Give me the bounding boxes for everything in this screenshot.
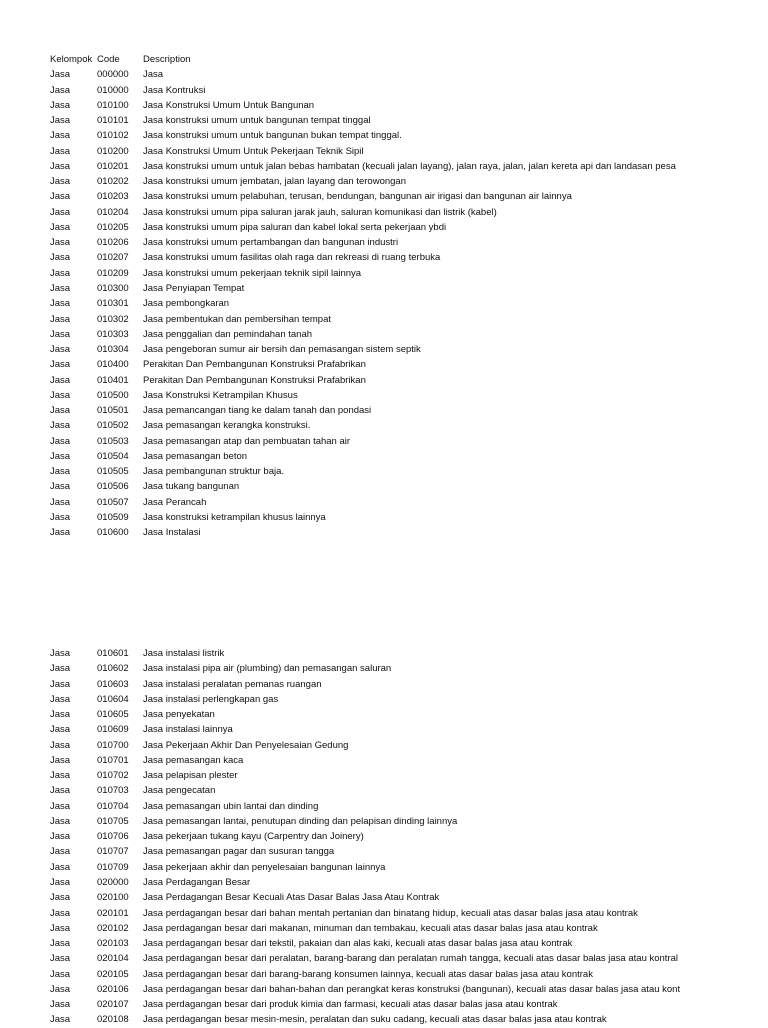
- header-kelompok: Kelompok: [50, 54, 93, 65]
- cell-code: 010604: [97, 693, 129, 705]
- cell-kelompok: Jasa: [50, 84, 71, 96]
- cell-description: Jasa pengecatan: [143, 785, 216, 797]
- cell-code: 010300: [97, 282, 129, 294]
- table-row: [50, 113, 760, 128]
- cell-description: Jasa konstruksi umum fasilitas olah raga dan rekreasi di ruang terbuka: [143, 252, 441, 264]
- cell-code: 010204: [97, 206, 129, 218]
- cell-description: Jasa pemasangan lantai, penutupan dinding dan pelapisan dinding lainnya: [143, 815, 458, 827]
- cell-description: Jasa perdagangan besar dari produk kimia dan farmasi, kecuali atas dasar balas jasa atau kontrak: [143, 999, 558, 1011]
- cell-kelompok: Jasa: [50, 678, 71, 690]
- cell-description: Jasa Perancah: [143, 496, 207, 508]
- table-row: [50, 768, 760, 783]
- cell-kelompok: Jasa: [50, 785, 71, 797]
- table-row: [50, 890, 760, 905]
- cell-description: Jasa Perdagangan Besar Kecuali Atas Dasar Balas Jasa Atau Kontrak: [143, 892, 440, 904]
- cell-kelompok: Jasa: [50, 648, 71, 659]
- cell-kelompok: Jasa: [50, 861, 71, 873]
- cell-description: Jasa perdagangan besar dari peralatan, barang-barang dan peralatan rumah tangga, kecuali atas dasar balas jasa atau kontral: [143, 953, 679, 965]
- cell-description: Jasa konstruksi umum pertambangan dan bangunan industri: [143, 237, 399, 249]
- table-row: [50, 997, 760, 1012]
- cell-kelompok: Jasa: [50, 267, 71, 279]
- cell-kelompok: Jasa: [50, 739, 71, 751]
- cell-code: 010705: [97, 815, 129, 827]
- cell-description: Jasa Konstruksi Umum Untuk Bangunan: [143, 99, 315, 111]
- code-table-bottom: [50, 646, 760, 1028]
- table-row: [50, 174, 760, 189]
- cell-description: Jasa instalasi peralatan pemanas ruangan: [143, 678, 322, 690]
- cell-description: Jasa perdagangan besar dari tekstil, pakaian dan alas kaki, kecuali atas dasar balas jasa atau kontrak: [143, 938, 573, 950]
- cell-kelompok: Jasa: [50, 770, 71, 782]
- cell-kelompok: Jasa: [50, 389, 71, 401]
- cell-kelompok: Jasa: [50, 709, 71, 721]
- cell-description: Jasa penyekatan: [143, 709, 215, 721]
- cell-description: Jasa konstruksi umum pipa saluran dan kabel lokal serta pekerjaan ybdi: [143, 221, 447, 233]
- cell-kelompok: Jasa: [50, 1014, 71, 1026]
- cell-description: Jasa pemancangan tiang ke dalam tanah dan pondasi: [143, 405, 372, 417]
- cell-description: Jasa Pekerjaan Akhir Dan Penyelesaian Gedung: [143, 739, 349, 751]
- cell-description: Jasa pekerjaan akhir dan penyelesaian bangunan lainnya: [143, 861, 386, 873]
- cell-code: 010200: [97, 145, 129, 157]
- cell-description: Perakitan Dan Pembangunan Konstruksi Prafabrikan: [143, 374, 366, 386]
- cell-code: 010602: [97, 663, 129, 675]
- table-row: [50, 281, 760, 296]
- cell-kelompok: Jasa: [50, 466, 71, 478]
- cell-description: Jasa tukang bangunan: [143, 481, 240, 493]
- cell-code: 010702: [97, 770, 129, 782]
- cell-code: 010102: [97, 130, 129, 142]
- cell-kelompok: Jasa: [50, 527, 71, 539]
- cell-code: 010205: [97, 221, 129, 233]
- table-row: [50, 677, 760, 692]
- cell-kelompok: Jasa: [50, 160, 71, 172]
- cell-code: 010700: [97, 739, 129, 751]
- cell-code: 010301: [97, 298, 129, 310]
- cell-kelompok: Jasa: [50, 999, 71, 1011]
- cell-kelompok: Jasa: [50, 693, 71, 705]
- table-row: [50, 418, 760, 433]
- table-row: [50, 205, 760, 220]
- table-row: [50, 982, 760, 997]
- cell-code: 010201: [97, 160, 129, 172]
- cell-kelompok: Jasa: [50, 221, 71, 233]
- cell-kelompok: Jasa: [50, 953, 71, 965]
- cell-kelompok: Jasa: [50, 237, 71, 249]
- cell-code: 010605: [97, 709, 129, 721]
- cell-description: Jasa konstruksi umum untuk bangunan bukan tempat tinggal.: [143, 130, 402, 142]
- cell-description: Jasa pelapisan plester: [143, 770, 238, 782]
- cell-code: 010500: [97, 389, 129, 401]
- cell-code: 010303: [97, 328, 129, 340]
- table-row: [50, 479, 760, 494]
- cell-kelompok: Jasa: [50, 405, 71, 417]
- cell-description: Jasa perdagangan besar mesin-mesin, peralatan dan suku cadang, kecuali atas dasar balas jasa atau kontrak: [143, 1014, 607, 1026]
- table-row: [50, 661, 760, 676]
- table-row: [50, 692, 760, 707]
- cell-code: 020106: [97, 983, 129, 995]
- cell-description: Jasa Penyiapan Tempat: [143, 282, 245, 294]
- table-row: [50, 814, 760, 829]
- table-row: [50, 98, 760, 113]
- cell-description: Jasa Instalasi: [143, 527, 201, 539]
- cell-code: 010401: [97, 374, 129, 386]
- cell-description: Jasa pemasangan ubin lantai dan dinding: [143, 800, 319, 812]
- cell-code: 010701: [97, 754, 129, 766]
- cell-description: Jasa pekerjaan tukang kayu (Carpentry dan Joinery): [143, 831, 364, 843]
- cell-code: 010503: [97, 435, 129, 447]
- cell-code: 020102: [97, 922, 129, 934]
- cell-kelompok: Jasa: [50, 359, 71, 371]
- table-row: [50, 357, 760, 372]
- cell-description: Jasa Konstruksi Umum Untuk Pekerjaan Teknik Sipil: [143, 145, 364, 157]
- cell-description: Jasa pembongkaran: [143, 298, 230, 310]
- cell-description: Perakitan Dan Pembangunan Konstruksi Prafabrikan: [143, 359, 366, 371]
- cell-code: 010100: [97, 99, 129, 111]
- table-row: [50, 296, 760, 311]
- table-row: [50, 449, 760, 464]
- cell-kelompok: Jasa: [50, 496, 71, 508]
- table-row: [50, 829, 760, 844]
- cell-kelompok: Jasa: [50, 450, 71, 462]
- cell-code: 010400: [97, 359, 129, 371]
- cell-kelompok: Jasa: [50, 815, 71, 827]
- cell-kelompok: Jasa: [50, 69, 71, 81]
- cell-description: Jasa instalasi perlengkapan gas: [143, 693, 279, 705]
- cell-code: 010101: [97, 115, 129, 127]
- cell-code: 020108: [97, 1014, 129, 1026]
- table-row: [50, 906, 760, 921]
- cell-code: 010506: [97, 481, 129, 493]
- cell-code: 010709: [97, 861, 129, 873]
- cell-kelompok: Jasa: [50, 420, 71, 432]
- cell-code: 010707: [97, 846, 129, 858]
- header-row: [50, 52, 760, 67]
- table-row: [50, 951, 760, 966]
- cell-code: 010501: [97, 405, 129, 417]
- cell-kelompok: Jasa: [50, 846, 71, 858]
- cell-code: 010601: [97, 648, 129, 659]
- cell-code: 020104: [97, 953, 129, 965]
- cell-kelompok: Jasa: [50, 724, 71, 736]
- cell-description: Jasa konstruksi umum jembatan, jalan layang dan terowongan: [143, 176, 406, 188]
- cell-code: 010302: [97, 313, 129, 325]
- table-row: [50, 783, 760, 798]
- cell-description: Jasa pemasangan pagar dan susuran tangga: [143, 846, 335, 858]
- cell-kelompok: Jasa: [50, 99, 71, 111]
- cell-description: Jasa penggalian dan pemindahan tanah: [143, 328, 313, 340]
- table-row: [50, 235, 760, 250]
- table-row: [50, 189, 760, 204]
- cell-kelompok: Jasa: [50, 313, 71, 325]
- cell-description: Jasa instalasi lainnya: [143, 724, 233, 736]
- table-row: [50, 388, 760, 403]
- cell-code: 010206: [97, 237, 129, 249]
- table-row: [50, 844, 760, 859]
- cell-code: 010000: [97, 84, 129, 96]
- cell-code: 010703: [97, 785, 129, 797]
- cell-description: Jasa konstruksi ketrampilan khusus lainnya: [143, 511, 326, 523]
- cell-code: 010706: [97, 831, 129, 843]
- table-row: [50, 159, 760, 174]
- cell-code: 010609: [97, 724, 129, 736]
- cell-code: 010509: [97, 511, 129, 523]
- cell-description: Jasa konstruksi umum untuk jalan bebas hambatan (kecuali jalan layang), jalan raya, jalan, jalan kereta api dan landasan pesa: [143, 160, 676, 172]
- cell-description: Jasa pemasangan beton: [143, 450, 248, 462]
- cell-description: Jasa Perdagangan Besar: [143, 876, 251, 888]
- table-row: [50, 373, 760, 388]
- cell-description: Jasa pemasangan atap dan pembuatan tahan air: [143, 435, 351, 447]
- cell-description: Jasa konstruksi umum pelabuhan, terusan, bendungan, bangunan air irigasi dan bangunan air lainnya: [143, 191, 572, 203]
- cell-code: 010704: [97, 800, 129, 812]
- table-row: [50, 753, 760, 768]
- cell-description: Jasa instalasi listrik: [143, 648, 225, 659]
- cell-code: 010504: [97, 450, 129, 462]
- table-row: [50, 83, 760, 98]
- table-row: [50, 707, 760, 722]
- cell-kelompok: Jasa: [50, 344, 71, 356]
- cell-description: Jasa pembangunan struktur baja.: [143, 466, 285, 478]
- table-row: [50, 434, 760, 449]
- cell-code: 010505: [97, 466, 129, 478]
- table-row: [50, 510, 760, 525]
- cell-code: 020105: [97, 968, 129, 980]
- cell-kelompok: Jasa: [50, 206, 71, 218]
- table-row: [50, 220, 760, 235]
- cell-description: Jasa pembentukan dan pembersihan tempat: [143, 313, 332, 325]
- cell-code: 010202: [97, 176, 129, 188]
- cell-code: 010304: [97, 344, 129, 356]
- table-row: [50, 403, 760, 418]
- table-row: [50, 144, 760, 159]
- cell-description: Jasa perdagangan besar dari makanan, minuman dan tembakau, kecuali atas dasar balas jasa atau kontrak: [143, 922, 598, 934]
- cell-code: 010203: [97, 191, 129, 203]
- cell-code: 000000: [97, 69, 129, 81]
- cell-kelompok: Jasa: [50, 298, 71, 310]
- header-code: Code: [97, 54, 120, 65]
- cell-description: Jasa perdagangan besar dari barang-barang konsumen lainnya, kecuali atas dasar balas jasa atau kontrak: [143, 968, 593, 980]
- cell-description: Jasa Konstruksi Ketrampilan Khusus: [143, 389, 298, 401]
- table-row: [50, 921, 760, 936]
- cell-kelompok: Jasa: [50, 800, 71, 812]
- code-table-top: [50, 52, 760, 541]
- cell-kelompok: Jasa: [50, 374, 71, 386]
- cell-description: Jasa perdagangan besar dari bahan mentah pertanian dan binatang hidup, kecuali atas dasar balas jasa atau kontrak: [143, 907, 638, 919]
- cell-kelompok: Jasa: [50, 328, 71, 340]
- cell-kelompok: Jasa: [50, 481, 71, 493]
- table-row: [50, 646, 760, 661]
- header-description: Description: [143, 54, 191, 65]
- table-row: [50, 495, 760, 510]
- cell-code: 010600: [97, 527, 129, 539]
- table-row: [50, 525, 760, 540]
- cell-kelompok: Jasa: [50, 938, 71, 950]
- cell-kelompok: Jasa: [50, 115, 71, 127]
- cell-description: Jasa pemasangan kaca: [143, 754, 244, 766]
- table-row: [50, 464, 760, 479]
- cell-description: Jasa instalasi pipa air (plumbing) dan pemasangan saluran: [143, 663, 392, 675]
- cell-kelompok: Jasa: [50, 968, 71, 980]
- cell-kelompok: Jasa: [50, 907, 71, 919]
- cell-description: Jasa Kontruksi: [143, 84, 206, 96]
- table-row: [50, 1012, 760, 1027]
- table-row: [50, 799, 760, 814]
- cell-kelompok: Jasa: [50, 252, 71, 264]
- cell-kelompok: Jasa: [50, 754, 71, 766]
- table-row: [50, 128, 760, 143]
- cell-code: 010603: [97, 678, 129, 690]
- cell-kelompok: Jasa: [50, 876, 71, 888]
- table-row: [50, 967, 760, 982]
- cell-code: 010502: [97, 420, 129, 432]
- table-row: [50, 875, 760, 890]
- cell-code: 010209: [97, 267, 129, 279]
- cell-kelompok: Jasa: [50, 663, 71, 675]
- cell-kelompok: Jasa: [50, 892, 71, 904]
- table-row: [50, 327, 760, 342]
- cell-kelompok: Jasa: [50, 191, 71, 203]
- cell-code: 010207: [97, 252, 129, 264]
- cell-code: 020103: [97, 938, 129, 950]
- table-row: [50, 67, 760, 82]
- table-row: [50, 342, 760, 357]
- cell-code: 010507: [97, 496, 129, 508]
- cell-kelompok: Jasa: [50, 983, 71, 995]
- cell-code: 020107: [97, 999, 129, 1011]
- cell-code: 020101: [97, 907, 129, 919]
- cell-kelompok: Jasa: [50, 435, 71, 447]
- cell-code: 020000: [97, 876, 129, 888]
- cell-code: 020100: [97, 892, 129, 904]
- cell-kelompok: Jasa: [50, 922, 71, 934]
- table-row: [50, 738, 760, 753]
- cell-description: Jasa pemasangan kerangka konstruksi.: [143, 420, 311, 432]
- cell-kelompok: Jasa: [50, 145, 71, 157]
- table-row: [50, 312, 760, 327]
- cell-description: Jasa konstruksi umum pipa saluran jarak jauh, saluran komunikasi dan listrik (kabel): [143, 206, 497, 218]
- cell-kelompok: Jasa: [50, 282, 71, 294]
- cell-description: Jasa pengeboran sumur air bersih dan pemasangan sistem septik: [143, 344, 421, 356]
- table-row: [50, 722, 760, 737]
- cell-kelompok: Jasa: [50, 831, 71, 843]
- cell-description: Jasa: [143, 69, 164, 81]
- table-row: [50, 250, 760, 265]
- cell-description: Jasa perdagangan besar dari bahan-bahan dan perangkat keras konstruksi (bangunan), kecuali atas dasar balas jasa atau kont: [143, 983, 681, 995]
- cell-kelompok: Jasa: [50, 130, 71, 142]
- cell-description: Jasa konstruksi umum pekerjaan teknik sipil lainnya: [143, 267, 362, 279]
- table-row: [50, 266, 760, 281]
- table-row: [50, 936, 760, 951]
- table-row: [50, 860, 760, 875]
- cell-kelompok: Jasa: [50, 511, 71, 523]
- cell-kelompok: Jasa: [50, 176, 71, 188]
- cell-description: Jasa konstruksi umum untuk bangunan tempat tinggal: [143, 115, 371, 127]
